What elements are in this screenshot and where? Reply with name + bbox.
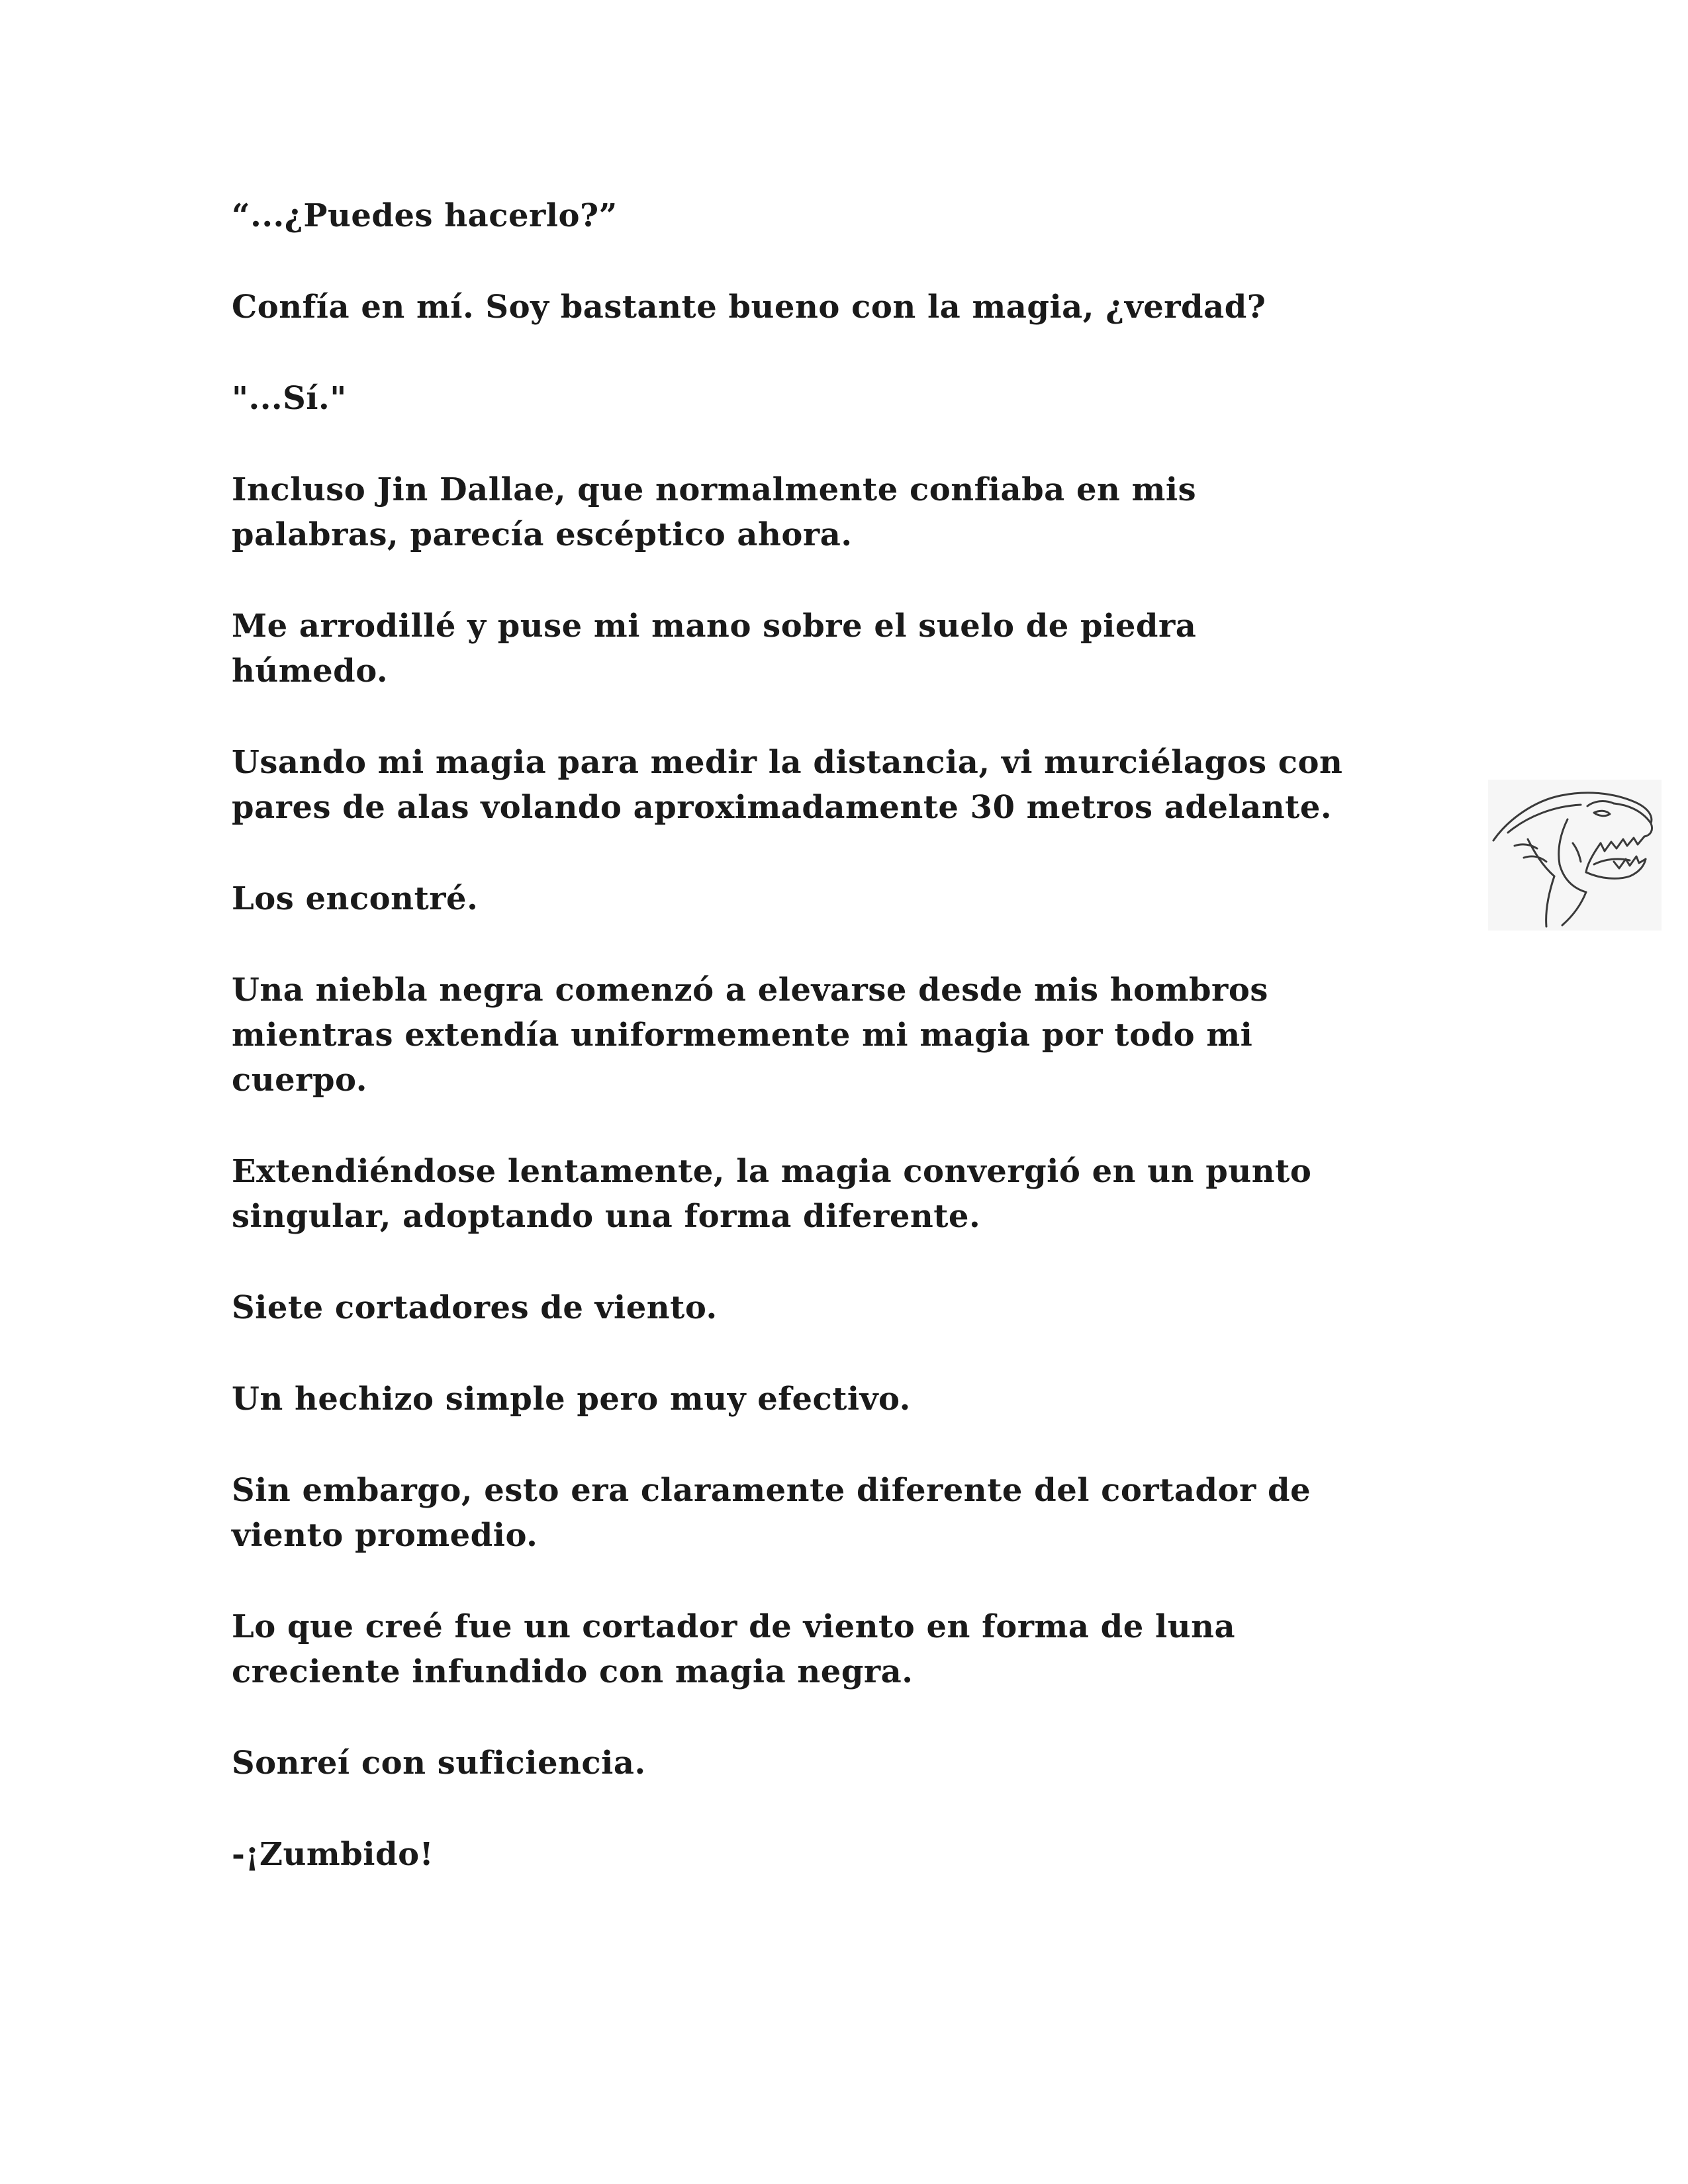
paragraph: Incluso Jin Dallae, que normalmente confiaba en mis palabras, parecía escéptico ahora.	[232, 471, 1197, 553]
paragraph: Confía en mí. Soy bastante bueno con la magia, ¿verdad?	[232, 289, 1266, 326]
paragraph: -¡Zumbido!	[232, 1836, 434, 1873]
dinosaur-head-icon	[1488, 780, 1662, 931]
paragraph: Siete cortadores de viento.	[232, 1289, 718, 1326]
paragraph: Una niebla negra comenzó a elevarse desde mis hombros mientras extendía uniformemente mi magia por todo mi cuerpo.	[232, 972, 1268, 1099]
story-text	[232, 193, 1456, 1923]
paragraph: Extendiéndose lentamente, la magia convergió en un punto singular, adoptando una forma diferente.	[232, 1153, 1312, 1235]
paragraph: Usando mi magia para medir la distancia, vi murciélagos con pares de alas volando aproximadamente 30 metros adelante.	[232, 744, 1343, 826]
paragraph: "...Sí."	[232, 380, 347, 417]
paragraph: Lo que creé fue un cortador de viento en forma de luna creciente infundido con magia negra.	[232, 1608, 1236, 1690]
paragraph: Sonreí con suficiencia.	[232, 1745, 646, 1782]
paragraph: “...¿Puedes hacerlo?”	[232, 197, 618, 234]
paragraph: Sin embargo, esto era claramente diferente del cortador de viento promedio.	[232, 1472, 1311, 1554]
paragraph: Me arrodillé y puse mi mano sobre el suelo de piedra húmedo.	[232, 608, 1197, 690]
paragraph: Los encontré.	[232, 880, 479, 917]
paragraph: Un hechizo simple pero muy efectivo.	[232, 1381, 911, 1418]
